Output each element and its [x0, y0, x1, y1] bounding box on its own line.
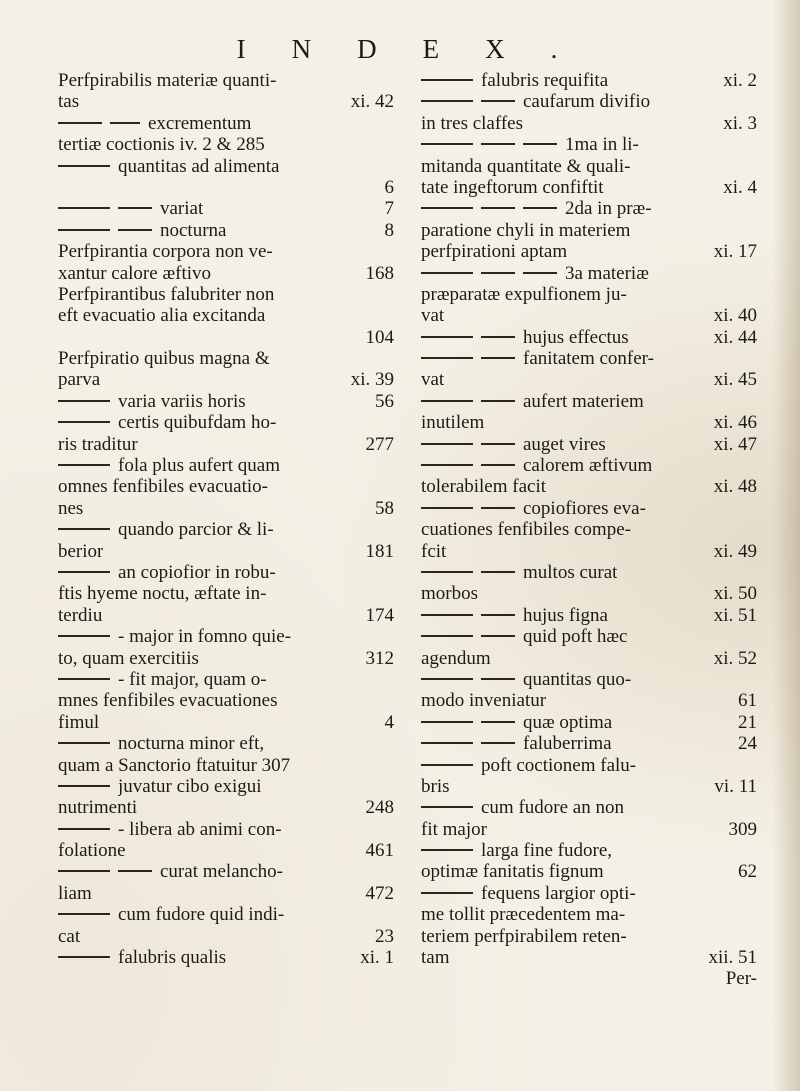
index-entry-line: [58, 220, 394, 241]
index-entry-line: [58, 648, 394, 669]
index-entry-line: [58, 926, 394, 947]
index-entry-line: [421, 776, 757, 797]
index-entry-reference: 8: [384, 219, 394, 241]
index-entry-text: Perfpirantia corpora non ve-: [58, 241, 273, 263]
index-entry-line: [421, 220, 757, 241]
index-entry-line: [58, 819, 394, 840]
index-entry-reference: 7: [384, 198, 394, 220]
index-entry-text: quando parcior & li-: [118, 519, 274, 541]
index-entry-line: [421, 968, 757, 989]
index-entry-line: [421, 369, 757, 390]
index-entry-line: [421, 70, 757, 91]
index-entry-text: præparatæ expulfionem ju-: [421, 283, 627, 305]
repeat-dash: [110, 122, 140, 124]
index-entry-line: [58, 455, 394, 476]
index-entry-text: fcit: [421, 540, 447, 562]
repeat-dash: [481, 678, 515, 680]
index-entry-text: Perfpirantibus falubriter non: [58, 283, 275, 305]
index-entry-reference: xi. 3: [723, 112, 757, 134]
index-entry-text: 1ma in li-: [565, 134, 639, 156]
repeat-dash: [481, 336, 515, 338]
index-entry-text: fequens largior opti-: [481, 882, 636, 904]
repeat-dash: [58, 207, 110, 209]
index-entry-reference: xi. 1: [360, 947, 394, 969]
index-entry-line: [58, 91, 394, 112]
repeat-dash: [421, 721, 473, 723]
index-entry-text: 3a materiæ: [565, 262, 649, 284]
repeat-dash: [421, 849, 473, 851]
repeat-dash: [421, 443, 473, 445]
index-entry-text: quæ optima: [523, 711, 613, 733]
index-entry-text: mnes fenfibiles evacuationes: [58, 690, 278, 712]
index-entry-text: quam a Sanctorio ftatuitur 307: [58, 754, 291, 776]
index-entry-text: liam: [58, 882, 92, 904]
index-entry-line: [421, 733, 757, 754]
index-entry-reference: 461: [365, 840, 394, 862]
index-entry-line: [58, 583, 394, 604]
repeat-dash: [421, 892, 473, 894]
index-entry-line: [58, 669, 394, 690]
repeat-dash: [421, 764, 473, 766]
repeat-dash: [421, 336, 473, 338]
index-entry-line: [421, 498, 757, 519]
index-entry-line: [421, 883, 757, 904]
index-entry-line: [58, 177, 394, 198]
repeat-dash: [58, 528, 110, 530]
index-entry-text: fanitatem confer-: [523, 348, 654, 370]
repeat-dash: [481, 357, 515, 359]
index-entry-text: teriem perfpirabilem reten-: [421, 925, 627, 947]
index-entry-reference: 4: [384, 711, 394, 733]
index-entry-reference: xi. 4: [723, 176, 757, 198]
repeat-dash: [58, 400, 110, 402]
index-entry-text: aufert materiem: [523, 390, 644, 412]
index-column-left: [58, 70, 394, 968]
index-entry-text: nutrimenti: [58, 797, 138, 819]
repeat-dash: [421, 571, 473, 573]
index-entry-line: [58, 776, 394, 797]
index-entry-text: folatione: [58, 840, 126, 862]
index-entry-line: [58, 113, 394, 134]
repeat-dash: [481, 571, 515, 573]
page-edge-shadow: [772, 0, 800, 1091]
repeat-dash: [481, 272, 515, 274]
index-column-right: [421, 70, 757, 990]
index-entry-text: poft coctionem falu-: [481, 754, 637, 776]
index-entry-line: [58, 348, 394, 369]
index-entry-line: [58, 519, 394, 540]
index-entry-text: me tollit præcedentem ma-: [421, 904, 626, 926]
index-entry-line: [58, 284, 394, 305]
index-entry-text: certis quibufdam ho-: [118, 412, 277, 434]
index-entry-line: [421, 391, 757, 412]
repeat-dash: [118, 870, 152, 872]
index-entry-text: optimæ fanitatis fignum: [421, 861, 604, 883]
index-entry-line: [421, 904, 757, 925]
index-entry-reference: 58: [375, 497, 394, 519]
index-entry-text: falubris requifita: [481, 70, 609, 91]
index-entry-text: berior: [58, 540, 104, 562]
repeat-dash: [421, 400, 473, 402]
index-entry-text: larga fine fudore,: [481, 840, 613, 862]
index-entry-line: [58, 947, 394, 968]
index-entry-text: mitanda quantitate & quali-: [421, 155, 631, 177]
index-entry-text: to, quam exercitiis: [58, 647, 199, 669]
index-entry-reference: 104: [365, 326, 394, 348]
index-entry-text: tertiæ coctionis iv. 2 & 285: [58, 134, 265, 156]
repeat-dash: [421, 507, 473, 509]
index-entry-line: [421, 840, 757, 861]
repeat-dash: [481, 507, 515, 509]
repeat-dash: [58, 956, 110, 958]
index-entry-line: [421, 562, 757, 583]
repeat-dash: [421, 272, 473, 274]
index-entry-line: [421, 519, 757, 540]
repeat-dash: [421, 806, 473, 808]
index-entry-reference: 61: [738, 690, 757, 712]
index-entry-line: [421, 626, 757, 647]
index-entry-text: ris traditur: [58, 433, 138, 455]
index-entry-text: cuationes fenfibiles compe-: [421, 519, 631, 541]
index-entry-text: bris: [421, 775, 450, 797]
index-entry-line: [421, 861, 757, 882]
repeat-dash: [481, 721, 515, 723]
index-entry-text: - libera ab animi con-: [118, 818, 282, 840]
index-entry-line: [58, 690, 394, 711]
index-entry-reference: xi. 2: [723, 70, 757, 91]
index-entry-line: [58, 562, 394, 583]
repeat-dash: [481, 100, 515, 102]
index-entry-line: [58, 412, 394, 433]
repeat-dash: [481, 635, 515, 637]
index-entry-line: [421, 113, 757, 134]
repeat-dash: [421, 357, 473, 359]
index-entry-line: [58, 626, 394, 647]
repeat-dash: [523, 143, 557, 145]
index-entry-reference: 24: [738, 733, 757, 755]
index-entry-text: faluberrima: [523, 733, 612, 755]
repeat-dash: [421, 207, 473, 209]
index-entry-reference: 56: [375, 390, 394, 412]
index-entry-line: [58, 369, 394, 390]
index-entry-reference: xi. 46: [713, 412, 757, 434]
index-entry-reference: xi. 39: [350, 369, 394, 391]
index-entry-reference: xi. 52: [713, 647, 757, 669]
index-entry-line: [58, 541, 394, 562]
repeat-dash: [481, 614, 515, 616]
index-entry-line: [421, 91, 757, 112]
index-entry-line: [421, 156, 757, 177]
index-entry-text: tolerabilem facit: [421, 476, 547, 498]
repeat-dash: [58, 122, 102, 124]
index-entry-line: [421, 263, 757, 284]
index-entry-text: hujus effectus: [523, 326, 629, 348]
index-entry-text: Perfpirabilis materiæ quanti-: [58, 70, 277, 91]
repeat-dash: [421, 678, 473, 680]
index-entry-reference: 168: [365, 262, 394, 284]
index-entry-line: [421, 819, 757, 840]
index-entry-reference: 277: [365, 433, 394, 455]
index-entry-text: cum fudore quid indi-: [118, 904, 285, 926]
index-entry-line: [58, 476, 394, 497]
index-entry-reference: xi. 44: [713, 326, 757, 348]
index-entry-text: fola plus aufert quam: [118, 455, 280, 477]
index-entry-text: falubris qualis: [118, 947, 227, 969]
index-entry-text: ftis hyeme noctu, æftate in-: [58, 583, 267, 605]
repeat-dash: [58, 785, 110, 787]
index-entry-line: [421, 305, 757, 326]
index-entry-line: [58, 755, 394, 776]
index-entry-line: [421, 412, 757, 433]
repeat-dash: [481, 443, 515, 445]
index-entry-reference: 62: [738, 861, 757, 883]
index-entry-text: caufarum divifio: [523, 91, 651, 113]
index-entry-reference: 23: [375, 925, 394, 947]
repeat-dash: [481, 143, 515, 145]
index-entry-line: [421, 241, 757, 262]
index-entry-text: terdiu: [58, 604, 103, 626]
index-entry-text: in tres claffes: [421, 112, 523, 134]
index-entry-text: fimul: [58, 711, 100, 733]
index-entry-text: modo inveniatur: [421, 690, 547, 712]
repeat-dash: [421, 635, 473, 637]
index-entry-text: excrementum: [148, 112, 252, 134]
index-entry-text: quid poft hæc: [523, 626, 628, 648]
index-entry-line: [421, 284, 757, 305]
index-entry-text: quantitas ad alimenta: [118, 155, 280, 177]
index-entry-text: curat melancho-: [160, 861, 283, 883]
repeat-dash: [481, 742, 515, 744]
index-entry-reference: xi. 42: [350, 91, 394, 113]
index-entry-text: variat: [160, 198, 204, 220]
index-entry-text: tam: [421, 947, 450, 969]
index-entry-text: paratione chyli in materiem: [421, 219, 631, 241]
index-entry-text: tas: [58, 91, 80, 113]
repeat-dash: [523, 207, 557, 209]
index-entry-text: nes: [58, 497, 84, 519]
index-entry-line: [421, 669, 757, 690]
index-entry-reference: 6: [384, 176, 394, 198]
index-entry-line: [58, 198, 394, 219]
index-entry-line: [58, 263, 394, 284]
repeat-dash: [523, 272, 557, 274]
index-entry-line: [421, 648, 757, 669]
index-entry-line: [58, 434, 394, 455]
index-entry-reference: xi. 40: [713, 305, 757, 327]
repeat-dash: [421, 464, 473, 466]
index-entry-text: varia variis horis: [118, 390, 246, 412]
index-entry-text: copiofiores eva-: [523, 497, 646, 519]
index-entry-text: eft evacuatio alia excitanda: [58, 305, 266, 327]
index-entry-line: [421, 797, 757, 818]
repeat-dash: [421, 143, 473, 145]
index-entry-line: [421, 134, 757, 155]
repeat-dash: [421, 79, 473, 81]
index-entry-text: vat: [421, 369, 445, 391]
index-entry-reference: 248: [365, 797, 394, 819]
index-entry-text: 2da in præ-: [565, 198, 652, 220]
index-entry-line: [58, 391, 394, 412]
index-entry-text: inutilem: [421, 412, 485, 434]
page-title: INDEX.: [236, 34, 604, 64]
index-entry-line: [421, 690, 757, 711]
index-entry-reference: xi. 45: [713, 369, 757, 391]
index-entry-reference: 174: [365, 604, 394, 626]
index-entry-line: [58, 883, 394, 904]
index-entry-text: perfpirationi aptam: [421, 241, 568, 263]
index-entry-text: fit major: [421, 818, 487, 840]
index-entry-reference: xi. 49: [713, 540, 757, 562]
index-entry-text: - fit major, quam o-: [118, 668, 267, 690]
index-entry-text: cum fudore an non: [481, 797, 624, 819]
index-entry-line: [58, 712, 394, 733]
index-entry-line: [58, 241, 394, 262]
index-entry-reference: Per-: [725, 968, 757, 990]
index-entry-text: - major in fomno quie-: [118, 626, 292, 648]
index-entry-text: agendum: [421, 647, 491, 669]
repeat-dash: [58, 828, 110, 830]
index-entry-text: calorem æftivum: [523, 455, 653, 477]
index-entry-reference: xi. 48: [713, 476, 757, 498]
index-entry-line: [58, 797, 394, 818]
index-entry-reference: 472: [365, 882, 394, 904]
index-entry-line: [58, 861, 394, 882]
repeat-dash: [58, 742, 110, 744]
index-entry-line: [421, 926, 757, 947]
index-entry-line: [58, 733, 394, 754]
repeat-dash: [421, 614, 473, 616]
index-entry-line: [421, 583, 757, 604]
index-entry-line: [421, 755, 757, 776]
index-entry-line: [58, 840, 394, 861]
index-entry-text: omnes fenfibiles evacuatio-: [58, 476, 268, 498]
index-entry-text: auget vires: [523, 433, 606, 455]
repeat-dash: [421, 100, 473, 102]
index-entry-line: [421, 434, 757, 455]
index-entry-line: [421, 327, 757, 348]
index-entry-text: parva: [58, 369, 101, 391]
index-entry-line: [58, 904, 394, 925]
index-entry-text: an copiofior in robu-: [118, 561, 276, 583]
index-entry-line: [421, 177, 757, 198]
index-entry-text: nocturna minor eft,: [118, 733, 265, 755]
index-entry-text: multos curat: [523, 561, 618, 583]
index-entry-line: [421, 476, 757, 497]
repeat-dash: [421, 742, 473, 744]
index-entry-text: juvatur cibo exigui: [118, 775, 262, 797]
repeat-dash: [58, 421, 110, 423]
index-entry-reference: 309: [728, 818, 757, 840]
index-entry-line: [421, 947, 757, 968]
index-entry-line: [421, 348, 757, 369]
repeat-dash: [58, 165, 110, 167]
index-entry-reference: xii. 51: [708, 947, 757, 969]
index-entry-reference: 21: [738, 711, 757, 733]
index-entry-reference: xi. 47: [713, 433, 757, 455]
index-entry-reference: vi. 11: [714, 775, 757, 797]
repeat-dash: [58, 229, 110, 231]
index-entry-line: [421, 605, 757, 626]
index-entry-line: [421, 712, 757, 733]
index-entry-line: [58, 156, 394, 177]
repeat-dash: [118, 207, 152, 209]
index-entry-text: vat: [421, 305, 445, 327]
index-entry-text: morbos: [421, 583, 478, 605]
index-entry-line: [421, 541, 757, 562]
repeat-dash: [58, 870, 110, 872]
repeat-dash: [481, 464, 515, 466]
repeat-dash: [481, 207, 515, 209]
index-entry-text: hujus figna: [523, 604, 608, 626]
repeat-dash: [58, 571, 110, 573]
repeat-dash: [118, 229, 152, 231]
index-entry-line: [58, 134, 394, 155]
index-entry-reference: xi. 17: [713, 241, 757, 263]
index-entry-line: [58, 305, 394, 326]
index-entry-line: [58, 498, 394, 519]
index-entry-line: [421, 198, 757, 219]
index-entry-text: quantitas quo-: [523, 668, 632, 690]
index-entry-text: xantur calore æftivo: [58, 262, 212, 284]
index-entry-text: tate ingeftorum confiftit: [421, 176, 604, 198]
repeat-dash: [58, 913, 110, 915]
repeat-dash: [481, 400, 515, 402]
index-entry-text: Perfpiratio quibus magna &: [58, 348, 270, 370]
repeat-dash: [58, 678, 110, 680]
index-entry-reference: 312: [365, 647, 394, 669]
index-entry-line: [58, 70, 394, 91]
index-entry-line: [421, 455, 757, 476]
index-entry-reference: xi. 50: [713, 583, 757, 605]
index-entry-reference: 181: [365, 540, 394, 562]
index-entry-reference: xi. 51: [713, 604, 757, 626]
index-entry-line: [58, 605, 394, 626]
index-entry-text: cat: [58, 925, 81, 947]
index-entry-text: nocturna: [160, 219, 227, 241]
repeat-dash: [58, 464, 110, 466]
repeat-dash: [58, 635, 110, 637]
index-entry-line: [58, 327, 394, 348]
